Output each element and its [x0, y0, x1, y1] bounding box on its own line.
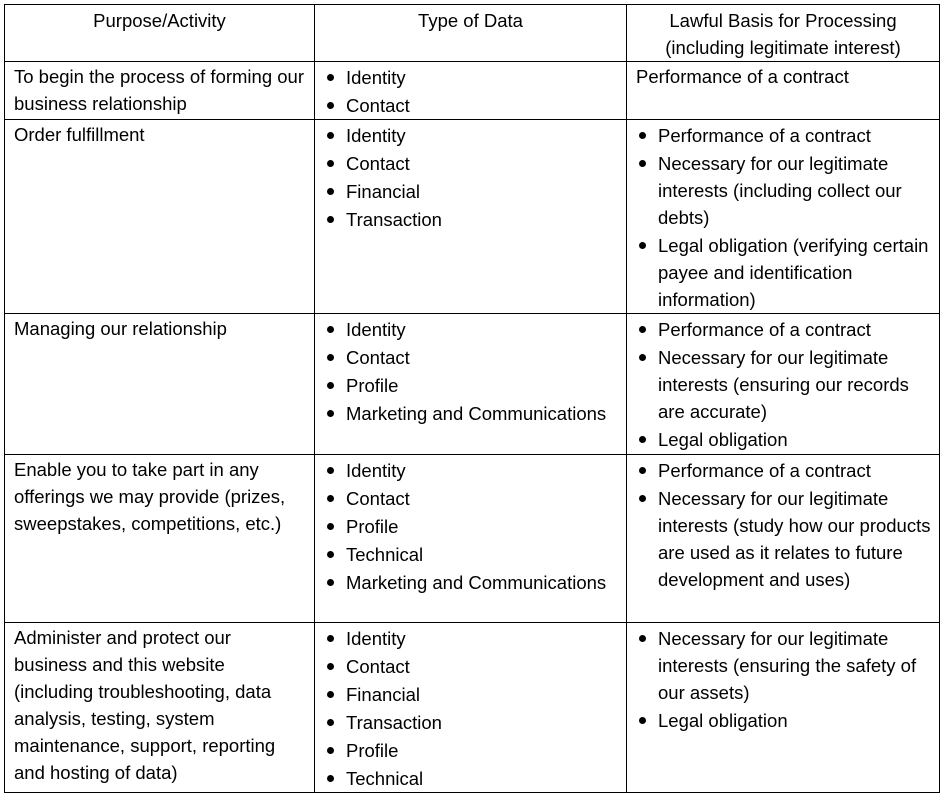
list-item: Contact — [324, 150, 620, 177]
list-item: Contact — [324, 344, 620, 371]
basis-list — [636, 457, 933, 593]
table-row — [5, 62, 940, 120]
list-item: Profile — [324, 737, 620, 764]
list-item: Transaction — [324, 206, 620, 233]
list-item: Identity — [324, 457, 620, 484]
list-item: Contact — [324, 92, 620, 119]
header-type-of-data: Type of Data — [315, 5, 627, 62]
purpose-cell: To begin the process of forming our business relationship — [5, 62, 315, 120]
list-item: Necessary for our legitimate interests (ensuring our records are accurate) — [636, 344, 933, 425]
list-item: Contact — [324, 485, 620, 512]
type-of-data-cell — [315, 120, 627, 314]
table-header-row — [5, 5, 940, 62]
type-list — [324, 64, 620, 119]
list-item: Legal obligation (verifying certain payee and identification information) — [636, 232, 933, 313]
type-of-data-cell — [315, 62, 627, 120]
purpose-cell: Enable you to take part in any offerings we may provide (prizes, sweepstakes, competitions, etc.) — [5, 455, 315, 623]
header-lawful-basis-line1: Lawful Basis for Processing — [669, 10, 897, 31]
list-item: Identity — [324, 122, 620, 149]
table-row — [5, 120, 940, 314]
type-list — [324, 122, 620, 233]
purpose-cell: Administer and protect our business and this website (including troubleshooting, data analysis, testing, system maintenance, support, reporting and hosting of data) — [5, 623, 315, 793]
list-item: Financial — [324, 681, 620, 708]
list-item: Performance of a contract — [636, 316, 933, 343]
list-item: Necessary for our legitimate interests (including collect our debts) — [636, 150, 933, 231]
header-lawful-basis-line2: (including legitimate interest) — [665, 37, 901, 58]
lawful-basis-table — [4, 4, 940, 793]
table-row — [5, 623, 940, 793]
list-item: Legal obligation — [636, 707, 933, 734]
basis-list — [636, 316, 933, 453]
type-list — [324, 316, 620, 427]
list-item: Marketing and Communications — [324, 569, 620, 596]
list-item: Contact — [324, 653, 620, 680]
table-row — [5, 314, 940, 455]
list-item: Performance of a contract — [636, 457, 933, 484]
lawful-basis-cell — [627, 314, 940, 455]
type-list — [324, 625, 620, 792]
type-of-data-cell — [315, 623, 627, 793]
list-item: Technical — [324, 765, 620, 792]
type-of-data-cell — [315, 314, 627, 455]
purpose-cell: Order fulfillment — [5, 120, 315, 314]
lawful-basis-cell — [627, 455, 940, 623]
header-purpose: Purpose/Activity — [5, 5, 315, 62]
table-row — [5, 455, 940, 623]
list-item: Legal obligation — [636, 426, 933, 453]
list-item: Identity — [324, 64, 620, 91]
list-item: Transaction — [324, 709, 620, 736]
header-lawful-basis — [627, 5, 940, 62]
type-of-data-cell — [315, 455, 627, 623]
lawful-basis-cell — [627, 62, 940, 120]
list-item: Profile — [324, 513, 620, 540]
list-item: Identity — [324, 625, 620, 652]
lawful-basis-cell — [627, 120, 940, 314]
basis-list — [636, 122, 933, 313]
list-item: Marketing and Communications — [324, 400, 620, 427]
basis-list — [636, 625, 933, 734]
list-item: Technical — [324, 541, 620, 568]
lawful-basis-cell — [627, 623, 940, 793]
list-item: Performance of a contract — [636, 122, 933, 149]
list-item: Identity — [324, 316, 620, 343]
list-item: Necessary for our legitimate interests (ensuring the safety of our assets) — [636, 625, 933, 706]
purpose-cell: Managing our relationship — [5, 314, 315, 455]
list-item: Profile — [324, 372, 620, 399]
list-item: Necessary for our legitimate interests (study how our products are used as it relates to future development and uses) — [636, 485, 933, 593]
list-item: Financial — [324, 178, 620, 205]
type-list — [324, 457, 620, 596]
basis-text: Performance of a contract — [636, 66, 849, 87]
